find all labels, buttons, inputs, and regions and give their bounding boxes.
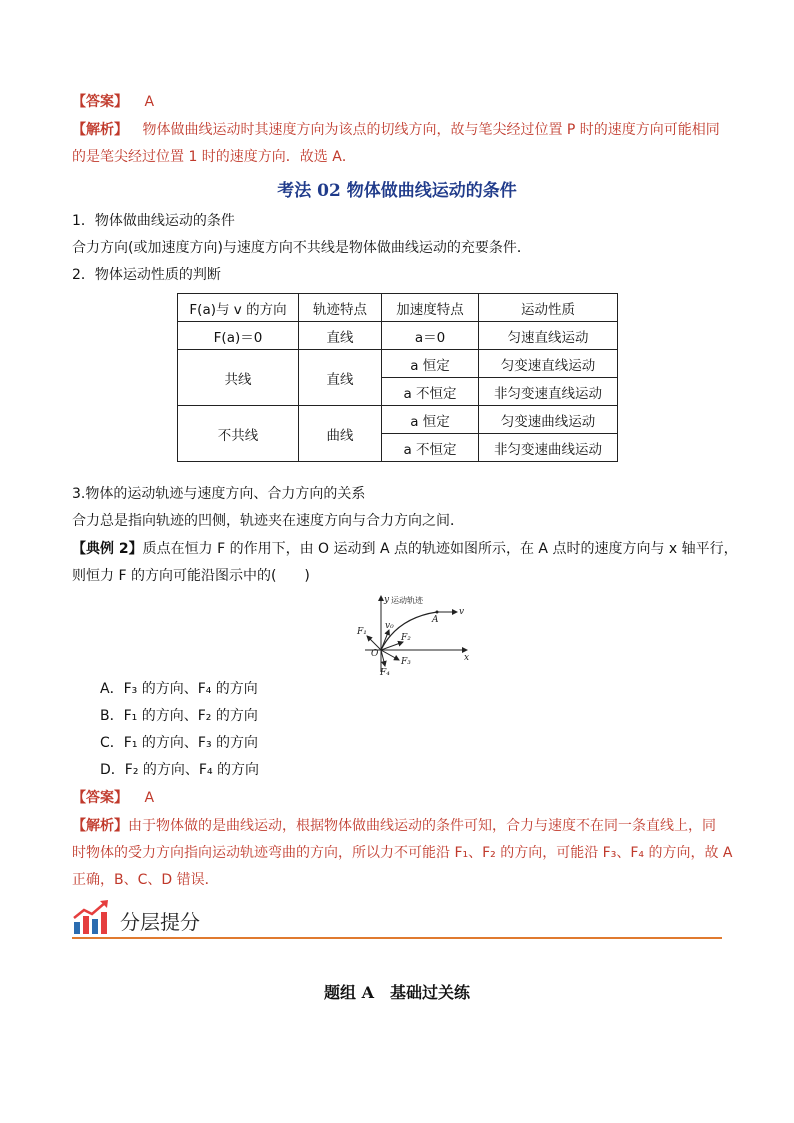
analysis-1-line-2: 的是笔尖经过位置 1 时的速度方向．故选 A． bbox=[72, 149, 356, 165]
table-header-cell: 运动性质 bbox=[479, 294, 618, 322]
option-b: B．F₁ 的方向、F₂ 的方向 bbox=[100, 708, 258, 724]
table-cell: 非匀变速直线运动 bbox=[479, 378, 618, 406]
trajectory-curve bbox=[381, 612, 437, 650]
item-3-text: 合力总是指向轨迹的凹侧，轨迹夹在速度方向与合力方向之间． bbox=[72, 513, 464, 529]
item-1-text: 合力方向(或加速度方向)与速度方向不共线是物体做曲线运动的充要条件． bbox=[72, 240, 531, 256]
analysis-2-line-2: 时物体的受力方向指向运动轨迹弯曲的方向，所以力不可能沿 F₁、F₂ 的方向，可能沿 F₃、F₄ 的方向，故 A bbox=[72, 845, 733, 861]
answer-label: 【答案】 bbox=[72, 94, 128, 110]
example-text: 质点在恒力 F 的作用下，由 O 运动到 A 点的轨迹如图所示，在 A 点时的速度方向与 x 轴平行， bbox=[142, 541, 738, 557]
table-header-cell: 加速度特点 bbox=[382, 294, 479, 322]
analysis-label: 【解析】 bbox=[72, 818, 128, 834]
answer-value: A bbox=[144, 94, 155, 110]
table-cell: a 不恒定 bbox=[382, 378, 479, 406]
item-1-title: 1．物体做曲线运动的条件 bbox=[72, 213, 235, 229]
table-cell: 直线 bbox=[299, 322, 382, 350]
section-title: 考法 02 物体做曲线运动的条件 bbox=[277, 181, 517, 201]
table-header-cell: 轨迹特点 bbox=[299, 294, 382, 322]
table-cell: 不共线 bbox=[178, 406, 299, 462]
table-header-cell: F(a)与 v 的方向 bbox=[178, 294, 299, 322]
item-2-title: 2．物体运动性质的判断 bbox=[72, 267, 221, 283]
analysis-2-line-1 bbox=[72, 813, 722, 839]
motion-nature-table bbox=[177, 293, 618, 462]
option-c: C．F₁ 的方向、F₃ 的方向 bbox=[100, 735, 259, 751]
analysis-text: 由于物体做的是曲线运动，根据物体做曲线运动的条件可知，合力与速度不在同一条直线上，同 bbox=[128, 818, 716, 834]
table-cell: a 不恒定 bbox=[382, 434, 479, 462]
example-line-2: 则恒力 F 的方向可能沿图示中的( ) bbox=[72, 568, 310, 584]
table-cell: a 恒定 bbox=[382, 350, 479, 378]
f2-label: F₂ bbox=[401, 633, 411, 643]
table-cell: 非匀变速曲线运动 bbox=[479, 434, 618, 462]
table-cell: 匀变速直线运动 bbox=[479, 350, 618, 378]
f3-label: F₃ bbox=[401, 657, 411, 667]
y-label: y bbox=[384, 595, 390, 605]
f4-label: F₄ bbox=[380, 668, 390, 676]
item-3-title: 3.物体的运动轨迹与速度方向、合力方向的关系 bbox=[72, 486, 366, 502]
table-cell: 曲线 bbox=[299, 406, 382, 462]
section-banner bbox=[72, 898, 722, 940]
track-label: 运动轨迹 bbox=[391, 596, 423, 605]
table-row bbox=[178, 322, 618, 350]
answer-2 bbox=[72, 785, 722, 811]
point-a bbox=[436, 611, 439, 614]
answer-label: 【答案】 bbox=[72, 790, 128, 806]
table-cell: a 恒定 bbox=[382, 406, 479, 434]
example-label: 【典例 2】 bbox=[72, 541, 143, 557]
example-line-1 bbox=[72, 536, 738, 562]
table-cell: 直线 bbox=[299, 350, 382, 406]
table-cell: 匀变速曲线运动 bbox=[479, 406, 618, 434]
option-a: A．F₃ 的方向、F₄ 的方向 bbox=[100, 681, 258, 697]
growth-chart-icon bbox=[72, 898, 112, 936]
table-row bbox=[178, 406, 618, 434]
analysis-label: 【解析】 bbox=[72, 122, 128, 138]
analysis-2-line-3: 正确，B、C、D 错误． bbox=[72, 872, 219, 888]
table-cell: 匀速直线运动 bbox=[479, 322, 618, 350]
origin-label: O bbox=[371, 649, 379, 659]
group-title: 题组 A 基础过关练 bbox=[324, 983, 470, 1002]
x-label: x bbox=[464, 653, 470, 663]
f3-arrow bbox=[381, 650, 399, 660]
trajectory-diagram bbox=[355, 590, 475, 676]
f1-arrow bbox=[367, 636, 381, 650]
analysis-1-line-1 bbox=[72, 117, 722, 143]
table-cell: a＝0 bbox=[382, 322, 479, 350]
answer-value: A bbox=[144, 790, 155, 806]
table-cell: 共线 bbox=[178, 350, 299, 406]
analysis-text: 物体做曲线运动时其速度方向为该点的切线方向，故与笔尖经过位置 P 时的速度方向可能相同 bbox=[142, 122, 720, 138]
option-d: D．F₂ 的方向、F₄ 的方向 bbox=[100, 762, 260, 778]
banner-title: 分层提分 bbox=[120, 910, 200, 934]
v-label: v bbox=[459, 607, 465, 617]
table-cell: F(a)＝0 bbox=[178, 322, 299, 350]
table-header-row bbox=[178, 294, 618, 322]
f1-label: F₁ bbox=[357, 627, 367, 637]
banner-rule bbox=[72, 937, 722, 939]
v0-label: v₀ bbox=[385, 621, 394, 631]
answer-1 bbox=[72, 89, 722, 115]
a-label: A bbox=[432, 615, 439, 625]
table-row bbox=[178, 350, 618, 378]
